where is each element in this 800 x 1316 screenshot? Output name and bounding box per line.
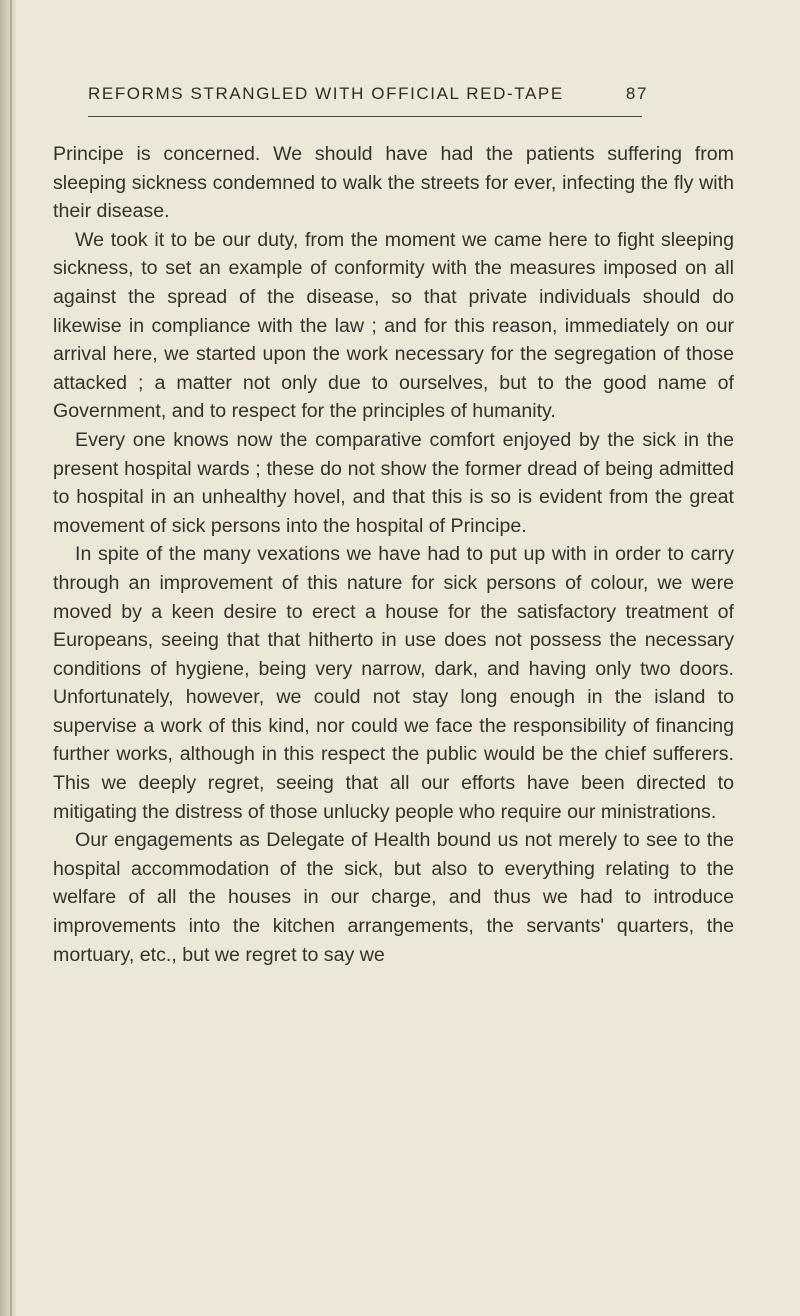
page-number: 87 (625, 84, 648, 103)
header-rule (88, 116, 642, 117)
running-header-title: REFORMS STRANGLED WITH OFFICIAL RED-TAPE (88, 84, 564, 103)
page-binding-line (10, 0, 12, 1316)
running-header (88, 84, 648, 104)
paragraph: In spite of the many vexations we have had to put up with in order to carry through an improvement of this nature for sick persons of colour, we were moved by a keen desire to erect a house for the satisfactory treatment of Europeans, seeing that that hitherto in use does not possess the necessary conditions of hygiene, being very narrow, dark, and having only two doors. Unfortunately, however, we could not stay long enough in the island to supervise a work of this kind, nor could we face the responsibility of financing further works, although in this respect the public would be the chief sufferers. This we deeply regret, seeing that all our efforts have been directed to mitigating the distress of those unlucky people who require our ministrations. (53, 543, 734, 823)
paragraph: We took it to be our duty, from the moment we came here to fight sleeping sickness, to set an example of conformity with the measures imposed on all against the spread of the disease, so that private individuals should do likewise in compliance with the law ; and for this reason, immediately on our arrival here, we started upon the work necessary for the segregation of those attacked ; a matter not only due to ourselves, but to the good name of Government, and to respect for the principles of humanity. (53, 228, 734, 423)
paragraph: Our engagements as Delegate of Health bound us not merely to see to the hospital accommodation of the sick, but also to everything relating to the welfare of all the houses in our charge, and thus we had to introduce improvements into the kitchen arrangements, the servants' quarters, the mortuary, etc., but we regret to say we (53, 829, 734, 966)
paragraph: Every one knows now the comparative comfort enjoyed by the sick in the present hospital wards ; these do not show the former dread of being admitted to hospital in an unhealthy hovel, and that this is so is evident from the great movement of sick persons into the hospital of Principe. (53, 428, 734, 537)
page-binding-shadow (0, 0, 16, 1316)
paragraph: Principe is concerned. We should have had the patients suffering from sleeping sickness condemned to walk the streets for ever, infecting the fly with their disease. (53, 143, 734, 223)
body-text (53, 140, 734, 969)
